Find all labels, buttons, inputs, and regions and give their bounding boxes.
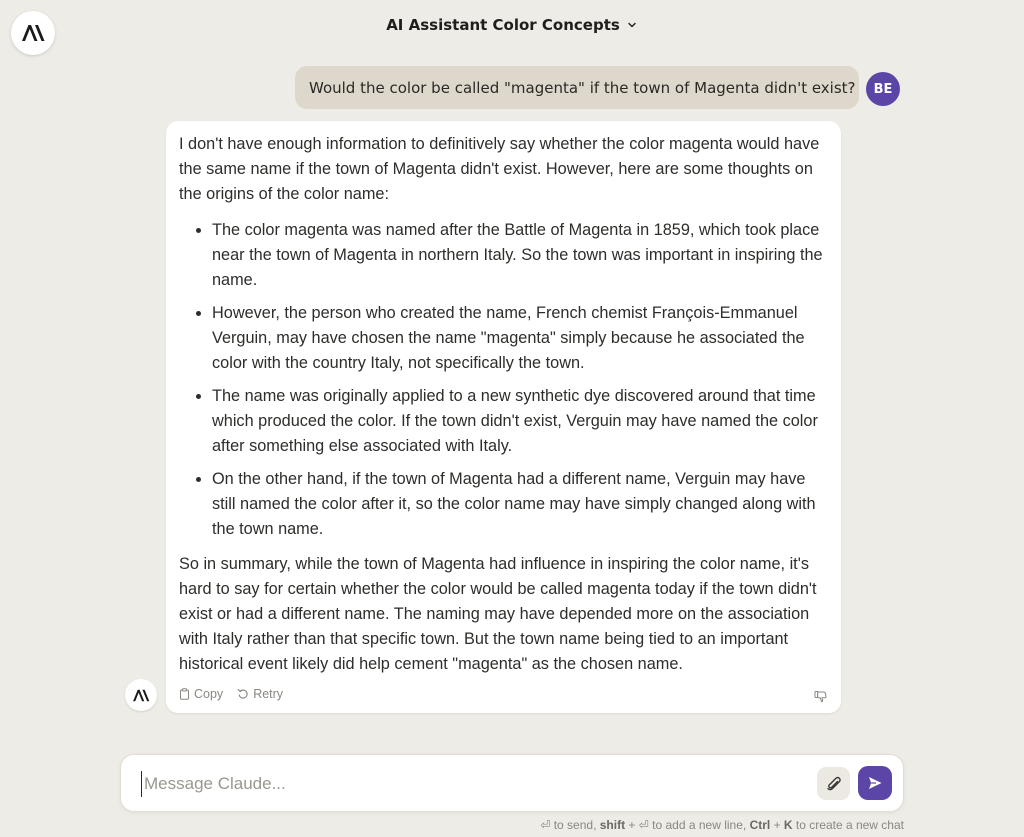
- message-input[interactable]: [141, 771, 804, 797]
- list-item: • The color magenta was named after the Battle of Magenta in 1859, which took place near the town of Magenta in northern Italy. So the town was important in inspiring the name.: [212, 218, 829, 293]
- keyboard-hint: ⏎ to send, shift + ⏎ to add a new line, Ctrl + K to create a new chat: [540, 818, 904, 832]
- thumbs-down-icon: [814, 690, 827, 703]
- clipboard-icon: [179, 688, 190, 700]
- assistant-avatar: [125, 679, 157, 711]
- assistant-bullet-list: [179, 218, 829, 542]
- anthropic-logo-icon: [132, 689, 150, 702]
- user-message: [295, 66, 859, 109]
- retry-button[interactable]: [237, 682, 283, 707]
- retry-icon: [237, 688, 249, 700]
- assistant-intro: I don't have enough information to definitively say whether the color magenta would have the same name if the town of Magenta didn't exist. However, here are some thoughts on the origins of the color name:: [179, 135, 820, 203]
- chevron-down-icon: [626, 19, 638, 31]
- send-button[interactable]: [858, 766, 892, 800]
- copy-label: Copy: [194, 686, 224, 701]
- feedback-button[interactable]: [814, 687, 827, 712]
- list-item: • On the other hand, if the town of Magenta had a different name, Verguin may have still named the color after it, so the color name may have simply changed along with the town name.: [212, 467, 829, 542]
- copy-button[interactable]: [179, 682, 223, 707]
- message-actions: [179, 685, 829, 703]
- attach-file-button[interactable]: [817, 767, 850, 800]
- conversation-title-button[interactable]: [0, 16, 1024, 34]
- assistant-summary: So in summary, while the town of Magenta had influence in inspiring the color name, it's hard to say for certain whether the color would be called magenta today if the town didn't exist or had a different name. The naming may have depended more on the association with Italy rather than that specific town. But the town name being tied to an important historical event likely did help cement "magenta" as the chosen name.: [179, 555, 817, 673]
- list-item: • However, the person who created the name, French chemist François-Emmanuel Verguin, may have chosen the name "magenta" simply because he associated the color with the country Italy, not specifically the town.: [212, 301, 829, 376]
- retry-label: Retry: [253, 686, 284, 701]
- page-title: AI Assistant Color Concepts: [386, 16, 620, 34]
- list-item: • The name was originally applied to a new synthetic dye discovered around that time which produced the color. If the town didn't exist, Verguin may have named the color after something else associated with Italy.: [212, 384, 829, 459]
- user-message-text: Would the color be called "magenta" if the town of Magenta didn't exist?: [309, 78, 856, 97]
- message-composer: [120, 754, 904, 812]
- paperclip-icon: [826, 775, 842, 793]
- assistant-message: [166, 121, 841, 713]
- user-avatar[interactable]: BE: [866, 72, 900, 106]
- send-arrow-icon: [867, 775, 883, 791]
